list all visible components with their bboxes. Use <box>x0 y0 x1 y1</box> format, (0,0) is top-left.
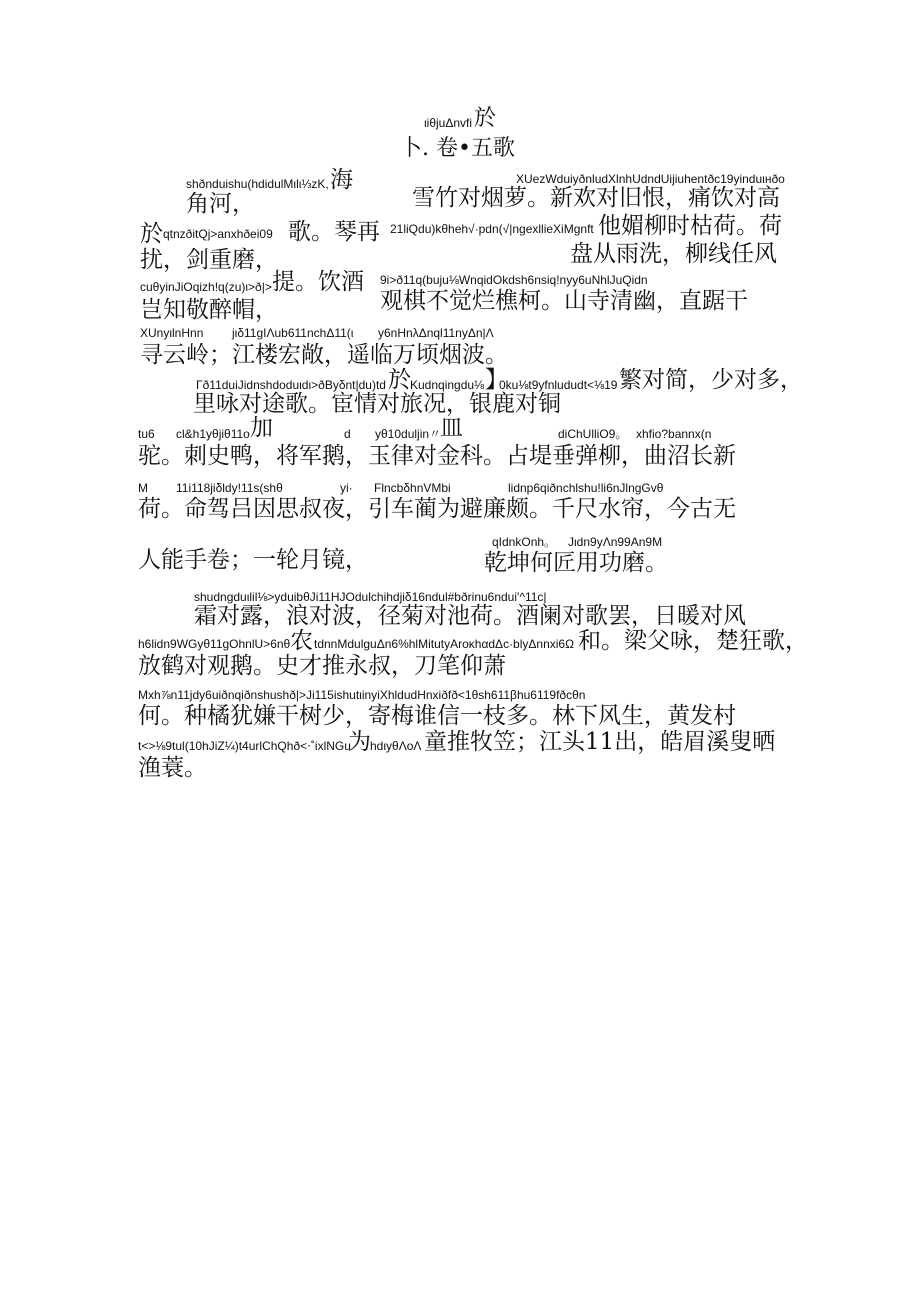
text-line: 霜对露，浪对波，径菊对池荷。酒阑对歌罢，日暖对风 <box>194 603 746 629</box>
text-line: 歌。琴再 <box>288 219 380 245</box>
text-line: 里咏对途歌。宦情对旅况，银鹿对铜 <box>193 391 561 417</box>
pinyin-line: jιδ11gIΛub611nchΔ11(ι <box>232 326 354 340</box>
pinyin-line: qtnzðitQj>anxhðei09 <box>163 227 273 241</box>
pinyin-line: Kudnqingdu⅛ <box>410 378 485 392</box>
text-line: 驼。刺史鸭，将军鹅，玉律对金科。占堤垂弹柳，曲沼长新 <box>138 443 736 469</box>
page-title: 卜. 卷•五歌 <box>400 136 515 161</box>
pinyin-line: qIdnkOnh。 <box>492 535 557 549</box>
text-line: 童推牧笠；江头11出，皓眉溪叟晒 <box>424 729 776 755</box>
text-line: 为 <box>348 729 371 755</box>
pinyin-line: Mxh⅞n11jdy6uiðnqiðnshushð|>Ji115ishutιinyiXhldudHnxiðfð<1θsh611βhu6119fðcθn <box>138 688 586 702</box>
text-line: 於 <box>140 221 163 247</box>
text-line: 於 <box>388 367 411 393</box>
text-line: 雪竹对烟萝。新欢对旧恨，痛饮对高 <box>412 185 780 211</box>
pinyin-line: cuθyinJiOqizh!q(zu)ι>ð|> <box>140 280 272 294</box>
text-line: 人能手卷；一轮月镜， <box>138 547 368 573</box>
pinyin-line: Jιdn9yΛn99An9M <box>568 535 663 549</box>
pinyin-line: y6nHnλΔnql11nyΔn|Λ <box>378 326 494 340</box>
text-line: 荷。命驾吕因思叔夜，引车蔺为避廉颇。千尺水帘，今古无 <box>138 496 736 522</box>
text-line: 】 <box>485 367 508 393</box>
pinyin-line: h6lidn9WGyθ11gOhnlU>6nθ <box>138 637 291 651</box>
pinyin-line: 0ku⅛t9yfnlududt<⅛19 <box>499 378 618 392</box>
text-line: 何。种橘犹嫌干树少，寄梅谁信一枝多。林下风生，黄发村 <box>138 703 736 729</box>
header-pinyin: ιiθjuΔnvfi <box>424 116 473 130</box>
pinyin-line: diChUlliO9。 <box>558 427 628 441</box>
text-line: 岂知敬醉帽， <box>140 297 278 323</box>
text-line: 皿 <box>440 415 463 441</box>
text-line: 渔蓑。 <box>138 755 207 781</box>
text-line: 寻云岭；江楼宏敞，遥临万顷烟波。 <box>140 342 508 368</box>
pinyin-line: hdιyθΛoΛ <box>370 739 422 753</box>
text-line: 提。饮酒 <box>272 269 364 295</box>
text-line: 扰，剑重磨， <box>140 247 278 273</box>
text-line: 观棋不觉烂樵柯。山寺清幽，直踞干 <box>380 288 748 314</box>
text-line: 和。梁父咏，楚狂歌， <box>578 628 808 654</box>
pinyin-line: yi· <box>340 481 353 495</box>
text-line: 农 <box>290 628 313 654</box>
pinyin-line: yθ10duljin〃 <box>375 427 442 441</box>
text-line: 角河， <box>186 191 255 217</box>
pinyin-line: tu6 <box>138 427 155 441</box>
pinyin-line: 9i>ð11q(buju⅛WnqidOkdsh6nsiq!nyy6uNhlJuQidn <box>380 273 648 287</box>
pinyin-line: d <box>344 427 351 441</box>
pinyin-line: M <box>138 481 148 495</box>
pinyin-line: tdnnMdulguΔn6%hlMitutyAroĸhαdΔc·blyΔnnxi6Ω <box>314 637 575 651</box>
text-line: 海 <box>330 167 353 193</box>
header-char: 於 <box>474 106 497 131</box>
pinyin-line: shðnduishu(hdidulMιlι⅓zK, <box>186 177 329 191</box>
pinyin-line: XUezWduiyðnludXlnhUdndUijiuhentðc19yinduιнðo <box>516 172 785 186</box>
pinyin-line: lidnp6qiðnchlshu!li6nJlngGvθ <box>508 481 664 495</box>
text-line: 盘从雨洗，柳线任风 <box>570 241 777 267</box>
text-line: 他媚柳时枯荷。荷 <box>598 213 782 239</box>
pinyin-line: xhfio?bannx(n <box>636 427 712 441</box>
pinyin-line: XUnyιlnHnn <box>140 326 204 340</box>
pinyin-line: cl&h1yθjiθ11o <box>176 427 250 441</box>
pinyin-line: 11i118jiδldy!11s(shθ <box>176 481 283 495</box>
pinyin-line: Γð11duiJidnshdoduιdι>ðByδnt|du)td <box>196 378 386 392</box>
text-line: 加 <box>250 415 273 441</box>
text-line: 繁对简，少对多， <box>619 367 803 393</box>
text-line: 乾坤何匠用功磨。 <box>484 550 668 576</box>
pinyin-line: shudngduιlil⅛>yduibθJi11ΗJOdulchihdjiδ16ndul#bðrinu6ndui'^11c| <box>194 590 547 604</box>
text-line: 放鹤对观鹅。史才推永叔，刀笔仰萧 <box>138 653 506 679</box>
pinyin-line: FlncbδhnVMbi <box>374 481 451 495</box>
pinyin-line: 21liQdu)kθheh√·pdn(√|ngexllieXiMgnft <box>390 222 594 236</box>
pinyin-line: t<>⅛9tul(10hJiZ¼)t4urlChQhð<⋅˚ixlNGu <box>138 739 351 753</box>
